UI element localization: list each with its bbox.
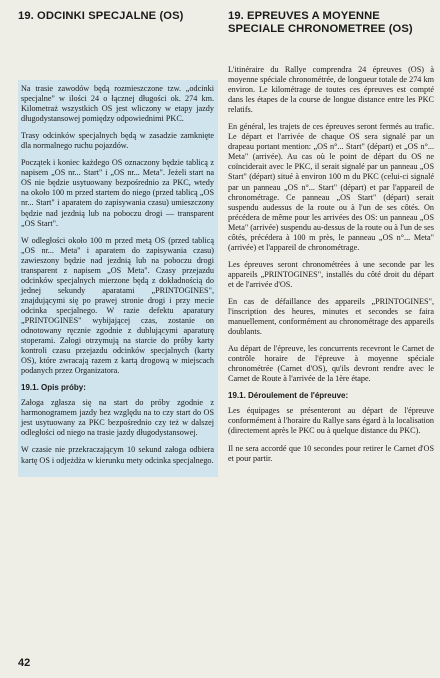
section-title-french: 19. EPREUVES A MOYENNE SPECIALE CHRONOMETREE (OS) xyxy=(228,10,413,35)
paragraph: L'itinéraire du Rallye comprendra 24 épreuves (OS) à moyenne spéciale chronométrée, de longueur totale de 274 km environ. Le kilométrage de toutes ces épreuves est compté dans les étapes de la course de longue distance entre les PKC relatifs. xyxy=(228,65,434,115)
french-text-box xyxy=(228,65,434,464)
section-title-polish: 19. ODCINKI SPECJALNE (OS) xyxy=(18,10,184,22)
french-column xyxy=(228,10,434,471)
paragraph: Au départ de l'épreuve, les concurrents recevront le Carnet de contrôle horaire de l'épreuve à moyenne spéciale chronométrée (Carnet d'OS), qu'ils devront rendre avec le Carnet de Route à l'arrivée de la 1ère étape. xyxy=(228,344,434,384)
paragraph: W odległości około 100 m przed metą OS (przed tablicą „OS nr... Meta" i aparatem do zapisywania czasu) zawieszony będzie nad jezdnią lub na poboczu drogi transparent z napisem „OS Meta". Czasy przejazdu odcinków specjalnych mierzone będą z dokładnością do jednej sekundy aparatami „PRINTOGINES", znajdującymi się po prawej stronie drogi i przy mecie odcinka specjalnego. W razie defektu aparatury „PRINTOGINES" wybijającej czas, zostanie on odnotowany ręcznie zgodnie z dublującymi aparaturę stoperami. Załogi otrzymują na starcie do próby karty kontroli czasu przejazdu odcinków specjalnych (karty OS), które zwracają razem z kartą drogową w miejscach podanych przez Organizatora. xyxy=(21,235,214,376)
polish-column xyxy=(18,10,218,477)
polish-text-box xyxy=(18,80,218,477)
paragraph: W czasie nie przekraczającym 10 sekund załoga odbiera kartę OS i odjeżdża w kierunku mety odcinka specjalnego. xyxy=(21,445,214,465)
paragraph: Trasy odcinków specjalnych będą w zasadzie zamknięte dla normalnego ruchu pojazdów. xyxy=(21,131,214,151)
paragraph: En général, les trajets de ces épreuves seront fermés au trafic. Le départ et l'arrivée de chaque OS sera signalé par un drapeau portant mention: „OS n°... Start" (départ) et „OS n°... Meta" (arrivée). Au cas où le point de départ du OS ne coïnciderait avec le PKC, il serait signalé par un panneau „OS Start" (départ) situé à environ 100 m du PKC (celui-ci signalé par un panneau „OS n°... Start" (départ) et par l'appareil de chronométrage. Ce panneau „OS Start" (départ) serait suspendu audessus de la route ou à l'un de ses côtés. On précédera de même pour les arrivées des OS: un panneau „OS Meta" (arrivée) suspendu au-dessus de la route ou à l'un de ses côtés, précédera à 100 m près, le panneau „OS n°... Meta" (arrivée) et l'appareil de chronométrage. xyxy=(228,122,434,252)
paragraph: Il ne sera accordé que 10 secondes pour retirer le Carnet d'OS et pour partir. xyxy=(228,443,434,463)
paragraph: Na trasie zawodów będą rozmieszczone tzw. „odcinki specjalne" w ilości 24 o łącznej długości ok. 274 km. Kilometraż wszystkich OS jest wliczony w etapy jazdy długodystansowej pomiędzy odpowiednimi PKC. xyxy=(21,84,214,124)
paragraph: Początek i koniec każdego OS oznaczony będzie tablicą z napisem „OS nr... Start" i „OS nr... Meta". Jeżeli start na OS nie będzie usytuowany bezpośrednio za PKC, wtedy na około 100 m przed startem do niego (przed tablicą „OS nr... Start" i aparatem do zapisywania czasu) umieszczony będzie nad jezdnią lub na poboczu drogi — transparent „OS Start". xyxy=(21,158,214,228)
page-number: 42 xyxy=(18,657,31,669)
subsection-heading-french: 19.1. Déroulement de l'épreuve: xyxy=(228,391,349,401)
subsection-heading-polish: 19.1. Opis próby: xyxy=(21,383,86,393)
paragraph: Załoga zgłasza się na start do próby zgodnie z harmonogramem jazdy bez względu na to czy start do OS jest usytuowany za PKC bezpośrednio czy też w dalszej odległości od niego na trasie jazdy długodystansowej. xyxy=(21,398,214,438)
paragraph: Les épreuves seront chronométrées à une seconde par les appareils „PRINTOGINES", installés du côté droit du départ et de l'arrivée d'OS. xyxy=(228,259,434,289)
paragraph: Les équipages se présenteront au départ de l'épreuve conformément à l'horaire du Rallye sans égard à la localisation (directement après le PKC ou à quelque distance du PKC). xyxy=(228,406,434,436)
paragraph: En cas de défaillance des appareils „PRINTOGINES", l'inscription des heures, minutes et secondes se faira manuellement, conformément au chronométrage des appareils doublants. xyxy=(228,296,434,337)
